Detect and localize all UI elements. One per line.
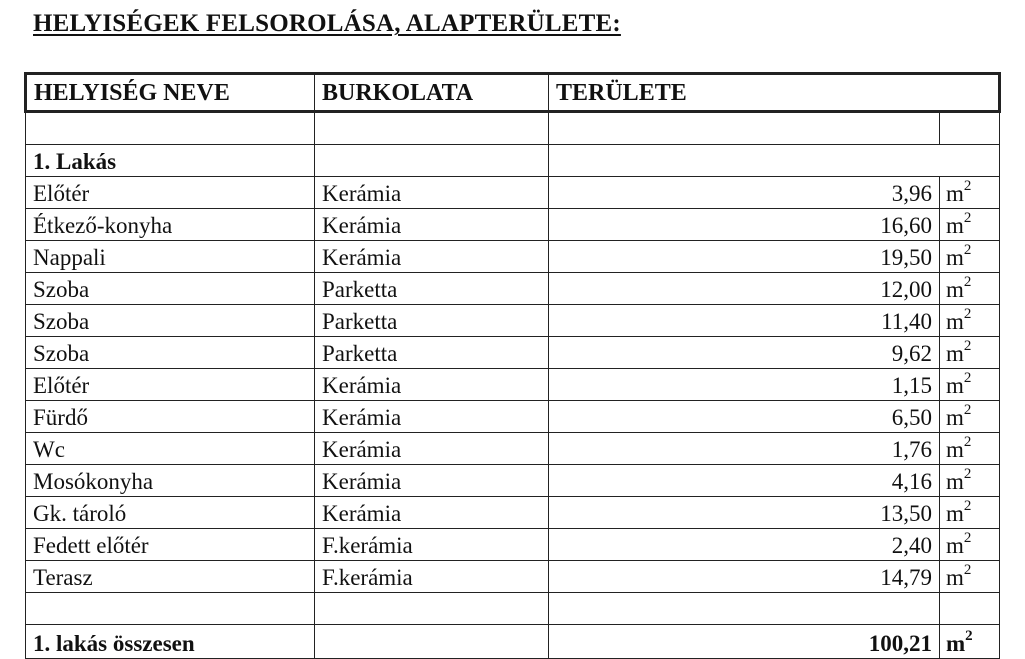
room-material: F.kerámia <box>315 529 549 561</box>
room-material: Kerámia <box>315 401 549 433</box>
table-row <box>26 209 1000 241</box>
room-material: Kerámia <box>315 465 549 497</box>
table-row <box>26 561 1000 593</box>
room-material: Parketta <box>315 337 549 369</box>
room-name: Mosókonyha <box>26 465 315 497</box>
room-area-value: 12,00 <box>549 273 940 305</box>
room-name: Gk. tároló <box>26 497 315 529</box>
table-row <box>26 305 1000 337</box>
room-name: Szoba <box>26 273 315 305</box>
room-area-unit: $m^2$ <box>940 433 1000 465</box>
room-area-value: 1,76 <box>549 433 940 465</box>
total-area-value: 100,21 <box>549 625 940 659</box>
room-material: F.kerámia <box>315 561 549 593</box>
room-name: Szoba <box>26 337 315 369</box>
empty-row <box>26 112 1000 145</box>
room-name: Előtér <box>26 177 315 209</box>
table-row <box>26 241 1000 273</box>
empty-row <box>26 593 1000 625</box>
room-area-unit: $m^2$ <box>940 401 1000 433</box>
room-name: Fedett előtér <box>26 529 315 561</box>
room-material: Kerámia <box>315 209 549 241</box>
room-material: Parketta <box>315 273 549 305</box>
room-name: Wc <box>26 433 315 465</box>
total-label: 1. lakás összesen <box>26 625 315 659</box>
room-area-unit: $m^2$ <box>940 177 1000 209</box>
room-area-value: 11,40 <box>549 305 940 337</box>
room-area-value: 16,60 <box>549 209 940 241</box>
table-row <box>26 337 1000 369</box>
room-area-unit: $m^2$ <box>940 337 1000 369</box>
rooms-table <box>24 72 1001 659</box>
room-area-unit: $m^2$ <box>940 529 1000 561</box>
header-room-name: HELYISÉG NEVE <box>26 74 315 112</box>
room-name: Előtér <box>26 369 315 401</box>
room-area-unit: $m^2$ <box>940 305 1000 337</box>
room-name: Étkező-konyha <box>26 209 315 241</box>
room-name: Terasz <box>26 561 315 593</box>
section-title: 1. Lakás <box>26 145 315 177</box>
room-material: Parketta <box>315 305 549 337</box>
table-row <box>26 529 1000 561</box>
document-title: HELYISÉGEK FELSOROLÁSA, ALAPTERÜLETE: <box>33 10 621 37</box>
room-area-unit: $m^2$ <box>940 241 1000 273</box>
room-area-value: 6,50 <box>549 401 940 433</box>
table-row <box>26 465 1000 497</box>
table-row <box>26 177 1000 209</box>
room-area-unit: $m^2$ <box>940 465 1000 497</box>
room-material: Kerámia <box>315 433 549 465</box>
room-area-unit: $m^2$ <box>940 369 1000 401</box>
table-row <box>26 369 1000 401</box>
room-name: Fürdő <box>26 401 315 433</box>
room-area-value: 9,62 <box>549 337 940 369</box>
room-area-value: 2,40 <box>549 529 940 561</box>
section-title-row <box>26 145 1000 177</box>
header-area: TERÜLETE <box>549 74 1000 112</box>
total-row <box>26 625 1000 659</box>
room-area-value: 13,50 <box>549 497 940 529</box>
room-area-value: 1,15 <box>549 369 940 401</box>
table-row <box>26 497 1000 529</box>
table-header-row <box>26 74 1000 112</box>
total-area-unit: $m^2$ <box>940 625 1000 659</box>
room-area-unit: $m^2$ <box>940 561 1000 593</box>
room-area-value: 3,96 <box>549 177 940 209</box>
room-material: Kerámia <box>315 497 549 529</box>
room-name: Szoba <box>26 305 315 337</box>
table-row <box>26 273 1000 305</box>
room-area-value: 4,16 <box>549 465 940 497</box>
room-area-unit: $m^2$ <box>940 209 1000 241</box>
room-area-unit: $m^2$ <box>940 273 1000 305</box>
header-material: BURKOLATA <box>315 74 549 112</box>
room-material: Kerámia <box>315 241 549 273</box>
room-material: Kerámia <box>315 177 549 209</box>
room-area-value: 19,50 <box>549 241 940 273</box>
room-area-unit: $m^2$ <box>940 497 1000 529</box>
room-name: Nappali <box>26 241 315 273</box>
table-row <box>26 433 1000 465</box>
room-material: Kerámia <box>315 369 549 401</box>
room-area-value: 14,79 <box>549 561 940 593</box>
table-row <box>26 401 1000 433</box>
